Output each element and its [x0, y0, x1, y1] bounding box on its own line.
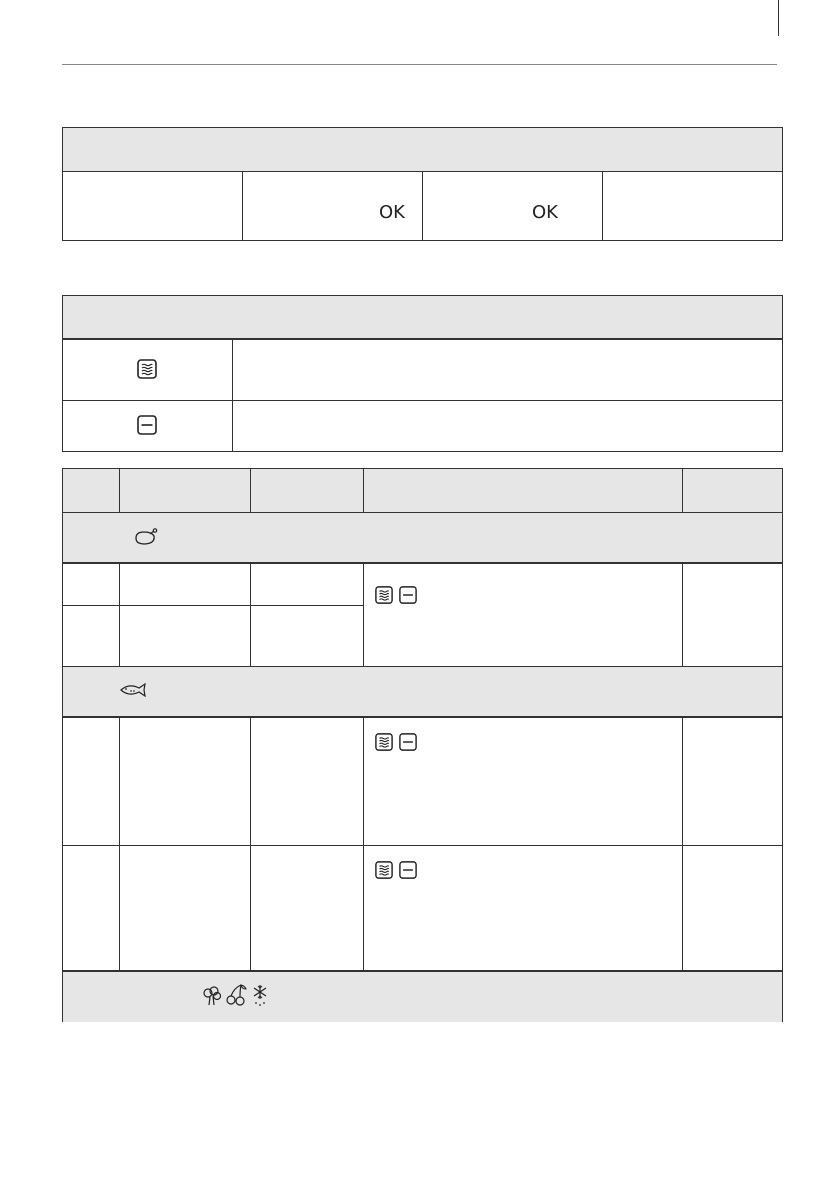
food-table: [62, 468, 783, 1022]
symbols-table-header: [63, 296, 782, 339]
element-mode-icon: [399, 733, 417, 751]
element-mode-icon: [399, 586, 417, 604]
food-table-header: [63, 469, 782, 512]
element-mode-icon: [399, 861, 417, 879]
steam-mode-icon: [375, 861, 393, 879]
step-3-ok-label: OK: [532, 202, 558, 223]
symbols-table: [62, 295, 783, 452]
step-2-ok-label: OK: [379, 202, 405, 223]
element-mode-icon: [137, 415, 157, 435]
fish-section-band: [63, 667, 782, 716]
steam-mode-icon: [375, 733, 393, 751]
fruit-icon: [225, 983, 247, 1007]
poultry-section-band: [63, 513, 782, 562]
frozen-icon: [251, 983, 269, 1007]
fish-icon: [119, 683, 147, 697]
vegetables-icon: [201, 985, 223, 1007]
steps-table: [62, 127, 783, 241]
steps-table-header: [63, 128, 782, 171]
steam-mode-icon: [137, 359, 157, 379]
vegetables-section-band: [63, 972, 782, 1022]
steam-mode-icon: [375, 586, 393, 604]
header-rule: [62, 64, 777, 65]
page-corner-mark: [778, 0, 779, 36]
poultry-icon: [133, 528, 159, 546]
